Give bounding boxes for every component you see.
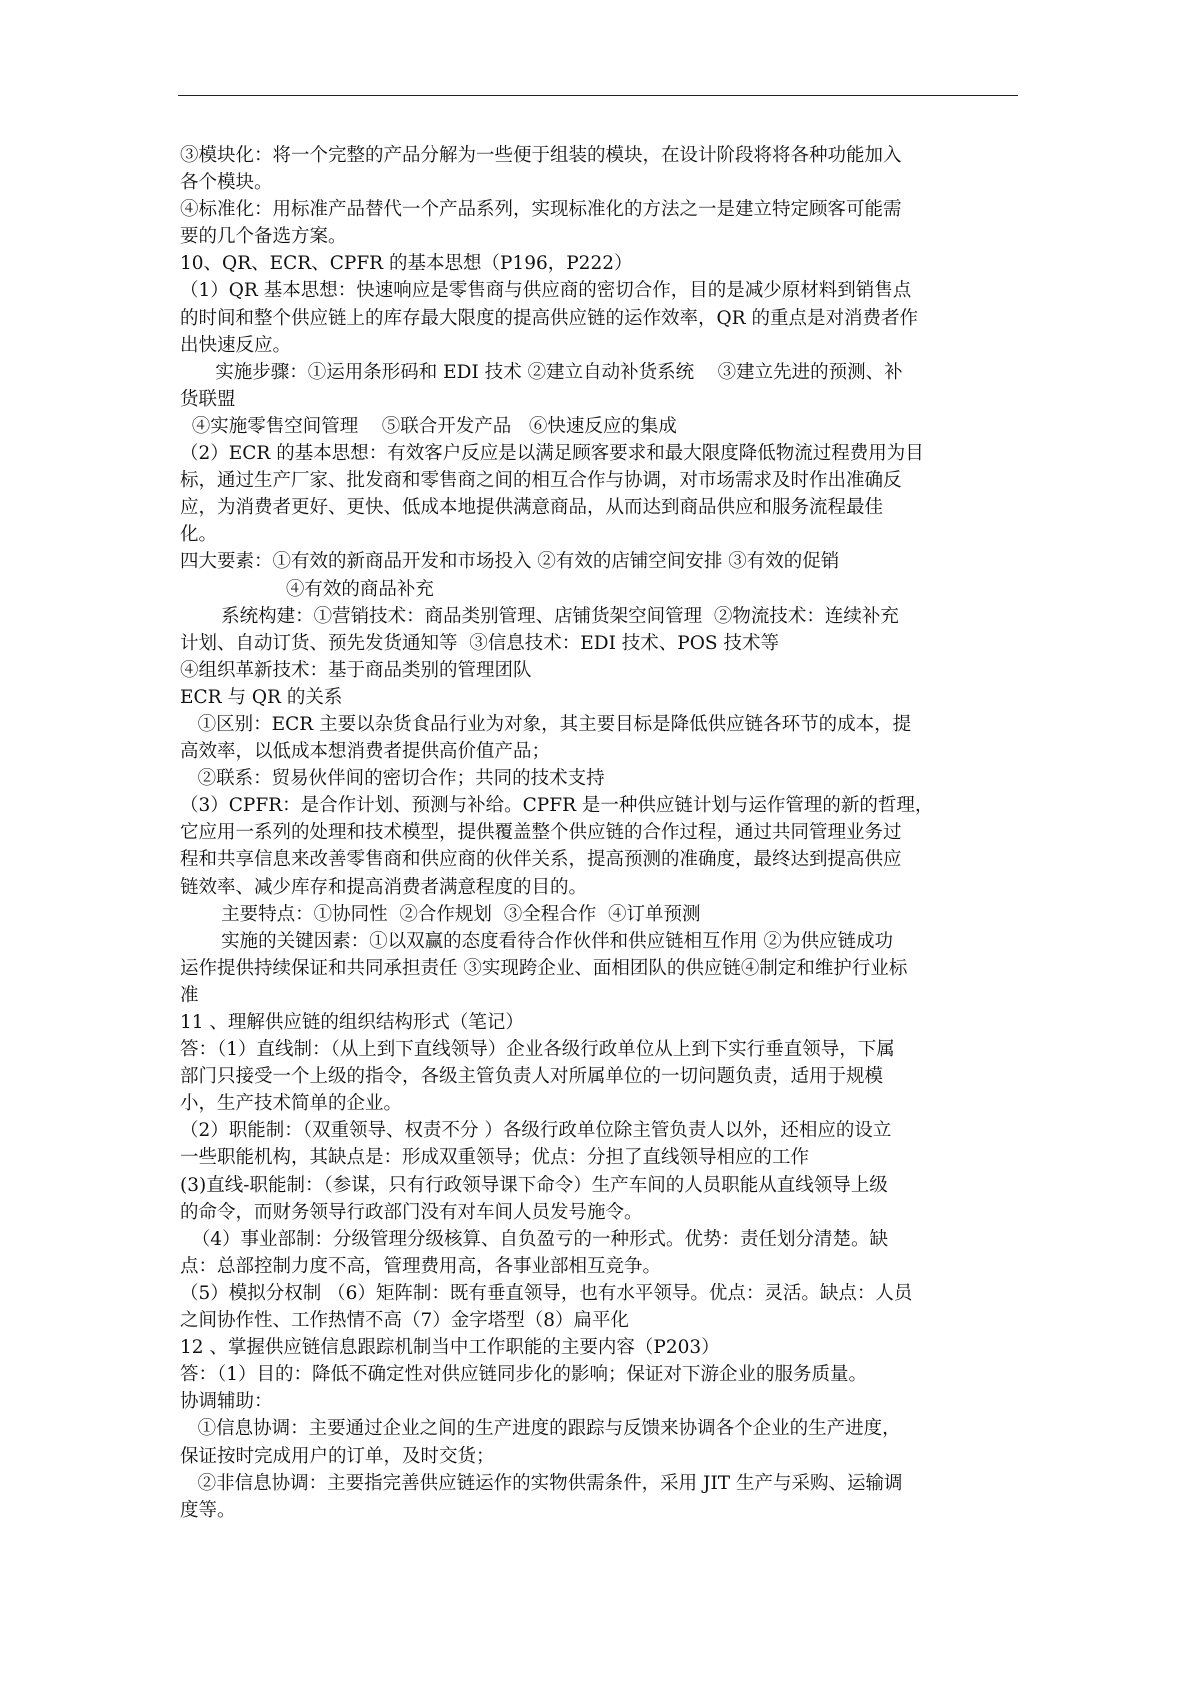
text-line: ③模块化：将一个完整的产品分解为一些便于组装的模块，在设计阶段将将各种功能加入 — [180, 145, 902, 166]
text-line: 货联盟 — [180, 388, 236, 410]
text-line: 化。 — [180, 524, 218, 546]
text-line: 标，通过生产厂家、批发商和零售商之间的相互合作与协调，对市场需求及时作出准确反 — [180, 470, 902, 492]
text-line: ④标准化：用标准产品替代一个产品系列，实现标准化的方法之一是建立特定顾客可能需 — [180, 199, 902, 221]
text-line: 答：（1）直线制：（从上到下直线领导）企业各级行政单位从上到下实行垂直领导，下属 — [180, 1039, 895, 1061]
text-line: ④实施零售空间管理 ⑤联合开发产品 ⑥快速反应的集成 — [180, 415, 677, 437]
document-body — [180, 142, 1020, 1524]
text-line: 保证按时完成用户的订单，及时交货； — [180, 1445, 495, 1467]
text-line: 准 — [180, 984, 199, 1006]
text-line: 答：（1）目的：降低不确定性对供应链同步化的影响；保证对下游企业的服务质量。 — [180, 1364, 868, 1386]
text-line: 部门只接受一个上级的指令，各级主管负责人对所属单位的一切问题负责，适用于规模 — [180, 1066, 884, 1088]
text-line: 出快速反应。 — [180, 334, 292, 356]
text-line: ECR 与 QR 的关系 — [180, 686, 343, 708]
text-line: ①区别：ECR 主要以杂货食品行业为对象，其主要目标是降低供应链各环节的成本，提 — [180, 713, 912, 735]
text-line: ①信息协调：主要通过企业之间的生产进度的跟踪与反馈来协调各个企业的生产进度， — [180, 1418, 901, 1440]
text-line: 之间协作性、工作热情不高（7）金字塔型（8）扁平化 — [180, 1310, 630, 1332]
text-line: 应，为消费者更好、更快、低成本地提供满意商品，从而达到商品供应和服务流程最佳 — [180, 497, 884, 519]
text-line: 系统构建：①营销技术：商品类别管理、店铺货架空间管理 ②物流技术：连续补充 — [180, 605, 899, 627]
text-line: 实施步骤：①运用条形码和 EDI 技术 ②建立自动补货系统 ③建立先进的预测、补 — [180, 361, 903, 383]
text-line: 点：总部控制力度不高，管理费用高，各事业部相互竞争。 — [180, 1255, 662, 1277]
text-line: 10、QR、ECR、CPFR 的基本思想（P196，P222） — [180, 253, 633, 275]
text-line: 12 、掌握供应链信息跟踪机制当中工作职能的主要内容（P203） — [180, 1337, 720, 1359]
text-line: 各个模块。 — [180, 172, 273, 194]
text-line: （2）ECR 的基本思想：有效客户反应是以满足顾客要求和最大限度降低物流过程费用为目 — [180, 443, 924, 465]
text-line: 协调辅助： — [180, 1391, 273, 1413]
text-line: 11 、理解供应链的组织结构形式（笔记） — [180, 1012, 524, 1033]
text-line: 要的几个备选方案。 — [180, 226, 347, 248]
text-line: ④组织革新技术：基于商品类别的管理团队 — [180, 659, 532, 681]
text-line: 它应用一系列的处理和技术模型，提供覆盖整个供应链的合作过程，通过共同管理业务过 — [180, 822, 902, 844]
header-rule — [178, 95, 1018, 96]
text-line: 四大要素：①有效的新商品开发和市场投入 ②有效的店铺空间安排 ③有效的促销 — [180, 551, 840, 573]
text-line: （1）QR 基本思想：快速响应是零售商与供应商的密切合作，目的是减少原材料到销售点 — [180, 280, 912, 302]
text-line: (3)直线-职能制：（参谋，只有行政领导课下命令）生产车间的人员职能从直线领导上级 — [180, 1174, 888, 1196]
text-line: 的命令，而财务领导行政部门没有对车间人员发号施令。 — [180, 1201, 643, 1223]
text-line: 主要特点：①协同性 ②合作规划 ③全程合作 ④订单预测 — [180, 903, 701, 925]
text-line: 计划、自动订货、预先发货通知等 ③信息技术：EDI 技术、POS 技术等 — [180, 632, 779, 654]
text-line: （5）模拟分权制 （6）矩阵制：既有垂直领导，也有水平领导。优点：灵活。缺点：人员 — [180, 1282, 913, 1304]
text-line: 一些职能机构，其缺点是：形成双重领导；优点：分担了直线领导相应的工作 — [180, 1147, 810, 1169]
text-line: 高效率，以低成本想消费者提供高价值产品； — [180, 741, 551, 763]
text-line: 小，生产技术简单的企业。 — [180, 1093, 403, 1115]
text-line: （4）事业部制：分级管理分级核算、自负盈亏的一种形式。优势：责任划分清楚。缺 — [180, 1228, 889, 1250]
text-line: 程和共享信息来改善零售商和供应商的伙伴关系，提高预测的准确度，最终达到提高供应 — [180, 849, 902, 871]
text-line: （2）职能制：（双重领导、权责不分 ）各级行政单位除主管负责人以外，还相应的设立 — [180, 1120, 892, 1142]
text-line: 运作提供持续保证和共同承担责任 ③实现跨企业、面相团队的供应链④制定和维护行业标 — [180, 957, 908, 979]
text-line: （3）CPFR：是合作计划、预测与补给。CPFR 是一种供应链计划与运作管理的新的哲理， — [180, 795, 934, 817]
text-line: 实施的关键因素：①以双赢的态度看待合作伙伴和供应链相互作用 ②为供应链成功 — [180, 930, 894, 952]
text-line: ②非信息协调：主要指完善供应链运作的实物供需条件，采用 JIT 生产与采购、运输调 — [180, 1472, 903, 1494]
text-line: 链效率、减少库存和提高消费者满意程度的目的。 — [180, 876, 588, 898]
text-line: ④有效的商品补充 — [180, 578, 434, 600]
text-line: 度等。 — [180, 1499, 236, 1521]
text-line: 的时间和整个供应链上的库存最大限度的提高供应链的运作效率，QR 的重点是对消费者作 — [180, 307, 918, 329]
text-line: ②联系：贸易伙伴间的密切合作；共同的技术支持 — [180, 768, 605, 790]
